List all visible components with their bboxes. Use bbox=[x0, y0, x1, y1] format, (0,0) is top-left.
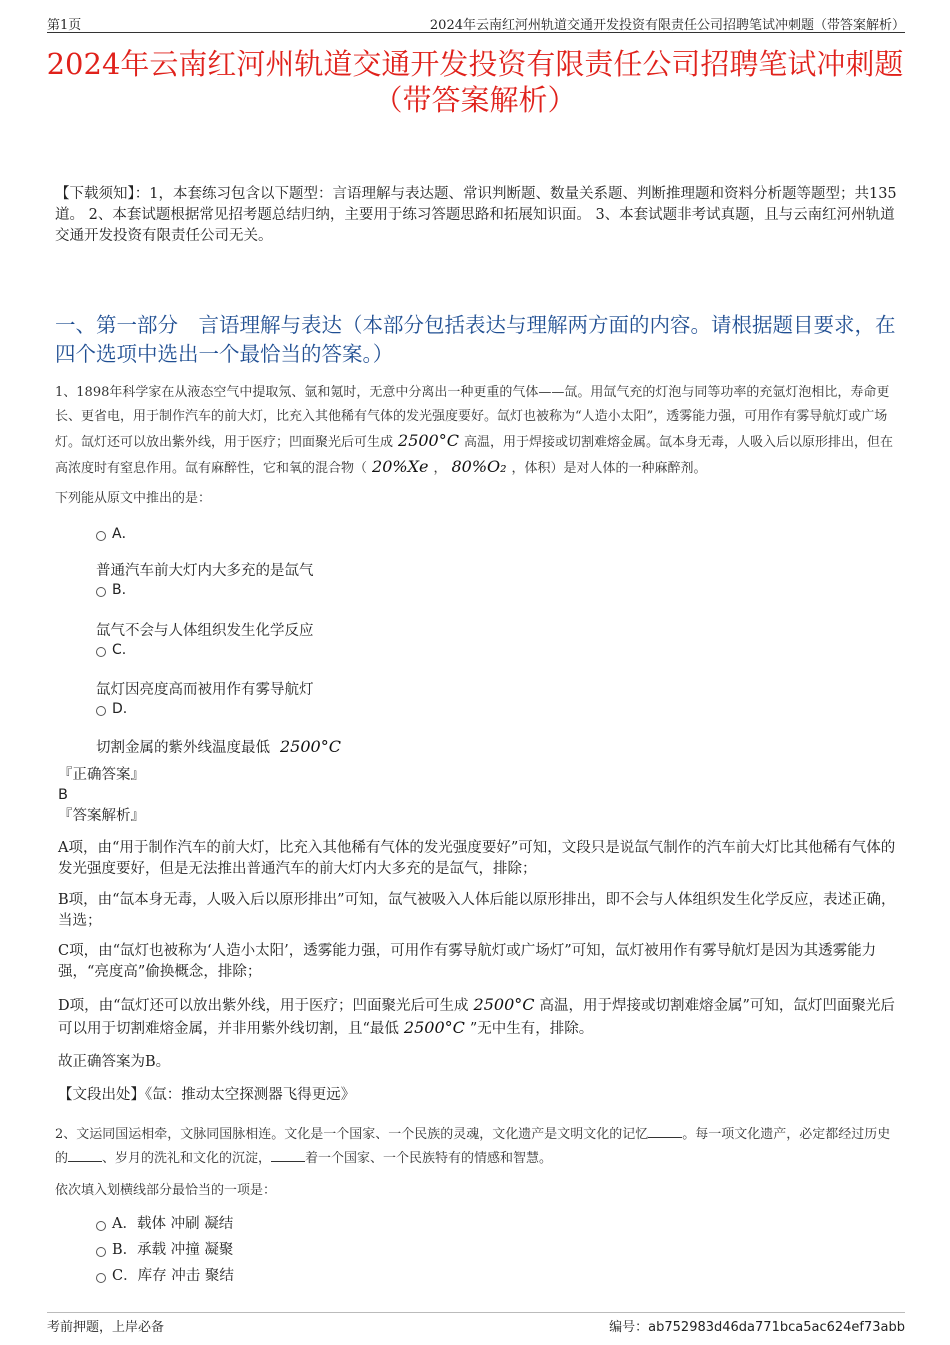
analysis-d-part: D项，由“氙灯还可以放出紫外线，用于医疗；凹面聚光后可生成 bbox=[58, 998, 469, 1014]
page-number: 第1页 bbox=[47, 18, 82, 33]
radio-icon[interactable] bbox=[96, 531, 106, 541]
q1-prompt: 下列能从原文中推出的是： bbox=[55, 491, 212, 506]
option-label: C. bbox=[112, 642, 127, 658]
analysis-b: B项，由“氙本身无毒，人吸入后以原形排出”可知，氙气被吸入人体后能以原形排出，即不会与人体组织发生化学反应，表述正确，当选； bbox=[58, 892, 896, 929]
question-1-passage bbox=[55, 381, 900, 481]
q1-math-xe: 20%Xe bbox=[372, 457, 429, 476]
option-text: 承载 冲撞 凝聚 bbox=[137, 1242, 234, 1258]
analysis-d-math: 2500°C bbox=[473, 995, 535, 1014]
radio-icon[interactable] bbox=[96, 587, 106, 597]
answer-label: 『正确答案』 bbox=[58, 767, 145, 783]
download-notice: 【下载须知】：1，本套练习包含以下题型：言语理解与表达题、常识判断题、数量关系题、判断推理题和资料分析题等题型；共135道。 2、本套试题根据常见招考题总结归纳，主要用于练习答题思路和拓展知识面。 3、本套试题非考试真题，且与云南红河州轨道交通开发投资有限责任公司无关。 bbox=[55, 186, 897, 244]
section-heading: 一、第一部分 言语理解与表达（本部分包括表达与理解两方面的内容。请根据题目要求，在四个选项中选出一个最恰当的答案。） bbox=[55, 313, 896, 366]
q1-math-o2: 80%O₂ bbox=[451, 457, 507, 476]
q2-prompt: 依次填入划横线部分最恰当的一项是： bbox=[55, 1183, 277, 1198]
q1-option-c[interactable] bbox=[96, 642, 126, 658]
option-label: C． bbox=[112, 1268, 138, 1284]
fill-blank bbox=[648, 1125, 682, 1138]
analysis-label: 『答案解析』 bbox=[58, 808, 145, 824]
analysis-d bbox=[58, 994, 898, 1040]
q1-option-a-text: 普通汽车前大灯内大多充的是氙气 bbox=[96, 563, 314, 579]
fill-blank bbox=[68, 1149, 102, 1162]
analysis-d-part: ”无中生有，排除。 bbox=[469, 1021, 594, 1037]
radio-icon[interactable] bbox=[96, 1221, 106, 1231]
fill-blank bbox=[271, 1149, 305, 1162]
q1-option-a[interactable] bbox=[96, 523, 136, 543]
q1-option-d-math: 2500°C bbox=[280, 737, 341, 756]
q1-option-d[interactable] bbox=[96, 701, 127, 717]
page-header bbox=[47, 14, 905, 33]
q1-sep: ， bbox=[433, 461, 447, 476]
option-label: D. bbox=[112, 701, 128, 717]
radio-icon[interactable] bbox=[96, 706, 106, 716]
document-title: 2024年云南红河州轨道交通开发投资有限责任公司招聘笔试冲刺题（带答案解析） bbox=[46, 47, 904, 117]
q2-text: 。每一项文化遗产，必定都经过历史的 bbox=[55, 1127, 891, 1166]
q1-text-b: 高温，用于焊接或切割难熔金属。氙本身无毒，人吸入后以原形排出，但在高浓度时有窒息作用。氙有麻醉性，它和氧的混合物（ bbox=[55, 435, 893, 476]
q1-option-b[interactable] bbox=[96, 582, 126, 598]
page-footer bbox=[47, 1312, 905, 1335]
answer-value: B bbox=[58, 787, 68, 803]
q1-text-a: 1、1898年科学家在从液态空气中提取氖、氩和氪时，无意中分离出一种更重的气体——氙。用氙气充的灯泡与同等功率的充氩灯泡相比，寿命更长、更省电，用于制作汽车的前大灯，比充入其他稀有气体的发光强度要好。氙灯也被称为“人造小太阳”，透雾能力强，可用作有雾导航灯或广场灯。氙灯还可以放出紫外线，用于医疗；凹面聚光后可生成 bbox=[55, 385, 890, 450]
header-doc-title: 2024年云南红河州轨道交通开发投资有限责任公司招聘笔试冲刺题（带答案解析） bbox=[429, 18, 905, 33]
q2-text: 着一个国家、一个民族特有的情感和智慧。 bbox=[305, 1151, 553, 1166]
option-label: B． bbox=[112, 1242, 138, 1258]
q1-option-b-text: 氙气不会与人体组织发生化学反应 bbox=[96, 623, 314, 639]
radio-icon[interactable] bbox=[96, 1247, 106, 1257]
q2-option-a[interactable] bbox=[96, 1212, 233, 1233]
analysis-d-part: 高温，用于焊接或切割难熔金属”可知，氙灯凹面聚光后可以用于切割难熔金属，并非用紫外线切割，且“最低 bbox=[58, 998, 895, 1037]
conclusion: 故正确答案为B。 bbox=[58, 1054, 171, 1070]
footer-slogan: 考前押题，上岸必备 bbox=[47, 1320, 165, 1335]
option-text: 载体 冲刷 凝结 bbox=[136, 1216, 234, 1232]
q2-option-b[interactable] bbox=[96, 1238, 233, 1259]
option-text: 切割金属的紫外线温度最低 bbox=[96, 740, 270, 756]
option-label: A． bbox=[112, 1216, 137, 1232]
option-label: A． bbox=[112, 526, 136, 542]
analysis-d-math: 2500°C bbox=[403, 1018, 465, 1037]
q1-option-d-text bbox=[96, 736, 346, 757]
radio-icon[interactable] bbox=[96, 647, 106, 657]
q2-option-c[interactable] bbox=[96, 1264, 234, 1285]
footer-code bbox=[609, 1316, 905, 1335]
analysis-a: A项，由“用于制作汽车的前大灯，比充入其他稀有气体的发光强度要好”可知，文段只是说氙气制作的汽车前大灯比其他稀有气体的发光强度要好，但是无法推出普通汽车的前大灯内大多充的是氙气，排除； bbox=[58, 840, 896, 877]
q2-text: 2、文运同国运相牵，文脉同国脉相连。文化是一个国家、一个民族的灵魂，文化遗产是文明文化的记忆 bbox=[55, 1127, 649, 1142]
q1-option-c-text: 氙灯因亮度高而被用作有雾导航灯 bbox=[96, 682, 314, 698]
option-label: B. bbox=[112, 582, 127, 598]
question-2-passage bbox=[55, 1123, 900, 1171]
q1-text-c: ，体积）是对人体的一种麻醉剂。 bbox=[511, 461, 707, 476]
footer-code-value: ab752983d46da771bca5ac624ef73abb bbox=[648, 1320, 905, 1335]
q2-text: 、岁月的洗礼和文化的沉淀， bbox=[102, 1151, 272, 1166]
analysis-c: C项，由“氙灯也被称为‘人造小太阳’，透雾能力强，可用作有雾导航灯或广场灯”可知，氙灯被用作有雾导航灯是因为其透雾能力强，“亮度高”偷换概念，排除； bbox=[58, 943, 877, 980]
option-text: 库存 冲击 聚结 bbox=[137, 1268, 234, 1284]
footer-code-label: 编号： bbox=[609, 1320, 649, 1335]
radio-icon[interactable] bbox=[96, 1273, 106, 1283]
source-citation: 【文段出处】《氙：推动太空探测器飞得更远》 bbox=[58, 1087, 356, 1103]
q1-math-temp: 2500°C bbox=[398, 431, 459, 450]
